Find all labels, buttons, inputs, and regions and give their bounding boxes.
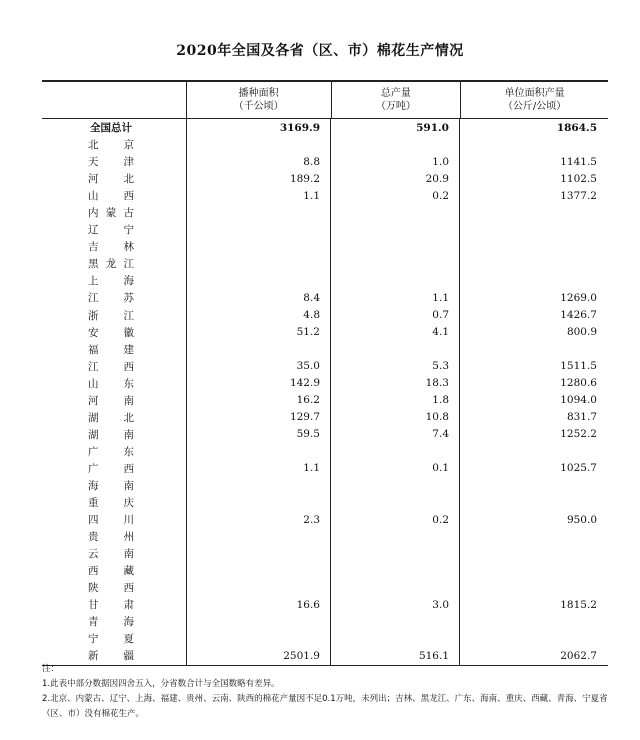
sown-area-value xyxy=(187,341,331,358)
total-output-value: 4.1 xyxy=(331,324,460,341)
total-output-value: 0.2 xyxy=(331,511,460,528)
region-cell xyxy=(42,238,187,255)
yield-value: 2062.7 xyxy=(560,649,597,662)
header-region xyxy=(42,82,187,118)
table-header-row xyxy=(42,82,608,119)
yield-value: 1025.7 xyxy=(560,462,597,475)
total-output-value: 3.0 xyxy=(331,596,460,613)
page-title: 2020年全国及各省（区、市）棉花生产情况 xyxy=(176,43,464,59)
sown-area-value xyxy=(187,255,331,272)
table-row xyxy=(42,324,608,341)
sown-area-value: 1.1 xyxy=(187,460,331,477)
region-name: 黑龙江 xyxy=(88,258,134,271)
yield-value xyxy=(460,630,607,647)
yield-value xyxy=(460,545,607,562)
table-row-total xyxy=(42,119,608,136)
table-row xyxy=(42,494,608,511)
total-output-value xyxy=(331,579,460,596)
yield-value xyxy=(460,204,607,221)
table-row xyxy=(42,341,608,358)
sown-area-value xyxy=(187,204,331,221)
yield-value xyxy=(460,494,607,511)
region-name: 湖北 xyxy=(88,411,134,424)
table-row xyxy=(42,545,608,562)
region-cell xyxy=(42,187,187,204)
table-body xyxy=(42,119,608,666)
region-cell xyxy=(42,409,187,426)
region-cell xyxy=(42,426,187,443)
table-row xyxy=(42,596,608,613)
sown-area-value: 35.0 xyxy=(187,358,331,375)
total-output-value xyxy=(331,221,460,238)
header-yield-unit: （公斤/公顷） xyxy=(502,101,567,112)
sown-area-value: 51.2 xyxy=(187,324,331,341)
region-cell xyxy=(42,136,187,153)
header-sown-area-label: 播种面积 xyxy=(238,88,279,99)
table-notes xyxy=(42,662,608,722)
sown-area-value: 1.1 xyxy=(187,187,331,204)
total-output-value xyxy=(331,613,460,630)
yield-value: 1815.2 xyxy=(560,598,597,611)
region-cell xyxy=(42,494,187,511)
table-row xyxy=(42,358,608,375)
table-row xyxy=(42,153,608,170)
region-name: 山西 xyxy=(88,190,134,203)
region-cell xyxy=(42,443,187,460)
table-row xyxy=(42,477,608,494)
region-cell xyxy=(42,341,187,358)
yield-value xyxy=(460,221,607,238)
yield-value xyxy=(460,136,607,153)
total-output-value xyxy=(331,477,460,494)
region-cell xyxy=(42,153,187,170)
region-name: 重庆 xyxy=(88,497,134,510)
region-cell xyxy=(42,511,187,528)
region-cell xyxy=(42,528,187,545)
table-row xyxy=(42,187,608,204)
sown-area-value xyxy=(187,613,331,630)
region-name: 海南 xyxy=(88,479,134,492)
yield-value: 950.0 xyxy=(566,513,597,526)
yield-value xyxy=(460,341,607,358)
total-output-value: 0.2 xyxy=(331,187,460,204)
region-name: 上海 xyxy=(88,275,134,288)
yield-value xyxy=(460,443,607,460)
region-cell xyxy=(42,119,187,136)
sown-area-value: 189.2 xyxy=(187,170,331,187)
table-row xyxy=(42,221,608,238)
yield-value xyxy=(460,477,607,494)
yield-value: 1252.2 xyxy=(560,428,597,441)
total-output-value xyxy=(331,562,460,579)
total-output-value xyxy=(331,341,460,358)
total-output-value xyxy=(331,545,460,562)
region-name: 江西 xyxy=(88,360,134,373)
table-row xyxy=(42,238,608,255)
total-output-value: 1.0 xyxy=(331,153,460,170)
header-total-output-unit: （万吨） xyxy=(375,101,416,112)
total-output-value xyxy=(331,494,460,511)
yield-value: 831.7 xyxy=(566,411,597,424)
region-name: 河北 xyxy=(88,173,134,186)
region-name: 甘肃 xyxy=(88,599,134,612)
region-name: 内蒙古 xyxy=(88,207,134,220)
region-cell xyxy=(42,392,187,409)
region-cell xyxy=(42,545,187,562)
sown-area-value xyxy=(187,221,331,238)
total-output-value xyxy=(331,238,460,255)
header-total-output xyxy=(332,82,462,118)
sown-area-value xyxy=(187,630,331,647)
sown-area-value: 16.6 xyxy=(187,596,331,613)
total-output-value: 20.9 xyxy=(331,170,460,187)
region-name: 青海 xyxy=(88,616,134,629)
sown-area-value: 3169.9 xyxy=(187,119,331,136)
yield-value: 1094.0 xyxy=(560,394,597,407)
region-name: 北京 xyxy=(88,139,134,152)
sown-area-value xyxy=(187,272,331,289)
sown-area-value xyxy=(187,528,331,545)
region-name: 宁夏 xyxy=(88,633,134,646)
table-row xyxy=(42,136,608,153)
yield-value xyxy=(460,528,607,545)
note-line-1: 1.此表中部分数据因四舍五入，分省数合计与全国数略有差异。 xyxy=(42,679,280,689)
region-cell xyxy=(42,375,187,392)
yield-value: 1377.2 xyxy=(560,189,597,202)
total-output-value xyxy=(331,630,460,647)
region-cell xyxy=(42,460,187,477)
region-cell xyxy=(42,255,187,272)
region-cell xyxy=(42,272,187,289)
yield-value: 800.9 xyxy=(566,326,597,339)
table-row xyxy=(42,562,608,579)
table-row xyxy=(42,511,608,528)
table-row xyxy=(42,204,608,221)
table-row xyxy=(42,528,608,545)
region-name: 吉林 xyxy=(88,241,134,254)
region-name: 湖南 xyxy=(88,428,134,441)
table-row xyxy=(42,443,608,460)
table-row xyxy=(42,307,608,324)
region-name: 安徽 xyxy=(88,326,134,339)
region-name: 山东 xyxy=(88,377,134,390)
table-row xyxy=(42,255,608,272)
sown-area-value: 129.7 xyxy=(187,409,331,426)
sown-area-value: 8.8 xyxy=(187,153,331,170)
header-yield-label: 单位面积产量 xyxy=(504,88,565,99)
region-name: 广西 xyxy=(88,462,134,475)
region-cell xyxy=(42,477,187,494)
table-row xyxy=(42,272,608,289)
region-cell xyxy=(42,358,187,375)
total-output-value xyxy=(331,443,460,460)
region-name: 全国总计 xyxy=(90,122,132,134)
yield-value xyxy=(460,613,607,630)
yield-value: 1426.7 xyxy=(560,309,597,322)
total-output-value: 7.4 xyxy=(331,426,460,443)
yield-value: 1269.0 xyxy=(560,291,597,304)
sown-area-value: 2.3 xyxy=(187,511,331,528)
table-row xyxy=(42,392,608,409)
total-output-value: 1.1 xyxy=(331,289,460,306)
sown-area-value: 2501.9 xyxy=(187,647,331,664)
total-output-value: 0.7 xyxy=(331,307,460,324)
yield-value xyxy=(460,579,607,596)
total-output-value xyxy=(331,255,460,272)
total-output-value xyxy=(331,272,460,289)
header-sown-area-unit: （千公顷） xyxy=(233,101,284,112)
total-output-value: 591.0 xyxy=(331,119,460,136)
region-cell xyxy=(42,579,187,596)
region-cell xyxy=(42,596,187,613)
table-row xyxy=(42,375,608,392)
table-row xyxy=(42,289,608,306)
region-name: 西藏 xyxy=(88,565,134,578)
region-cell xyxy=(42,289,187,306)
total-output-value: 0.1 xyxy=(331,460,460,477)
total-output-value: 516.1 xyxy=(331,647,460,664)
table-row xyxy=(42,426,608,443)
sown-area-value: 4.8 xyxy=(187,307,331,324)
region-name: 贵州 xyxy=(88,531,134,544)
table-row xyxy=(42,579,608,596)
region-name: 云南 xyxy=(88,548,134,561)
table-row xyxy=(42,630,608,647)
table-row xyxy=(42,460,608,477)
yield-value xyxy=(460,238,607,255)
total-output-value: 1.8 xyxy=(331,392,460,409)
yield-value: 1280.6 xyxy=(560,377,597,390)
sown-area-value: 59.5 xyxy=(187,426,331,443)
note-line-2: 2.北京、内蒙古、辽宁、上海、福建、贵州、云南、陕西的棉花产量因不足0.1万吨，未列出；吉林、黑龙江、广东、海南、重庆、西藏、青海、宁夏省（区、市）没有棉花生产。 xyxy=(42,694,608,719)
region-cell xyxy=(42,630,187,647)
yield-value: 1141.5 xyxy=(560,155,597,168)
region-name: 陕西 xyxy=(88,582,134,595)
region-name: 河南 xyxy=(88,394,134,407)
notes-label: 注： xyxy=(42,664,60,674)
yield-value: 1102.5 xyxy=(560,172,597,185)
sown-area-value xyxy=(187,545,331,562)
region-cell xyxy=(42,613,187,630)
yield-value xyxy=(460,255,607,272)
sown-area-value xyxy=(187,443,331,460)
region-name: 四川 xyxy=(88,514,134,527)
total-output-value: 10.8 xyxy=(331,409,460,426)
region-name: 广东 xyxy=(88,445,134,458)
total-output-value: 5.3 xyxy=(331,358,460,375)
region-name: 天津 xyxy=(88,156,134,169)
sown-area-value: 142.9 xyxy=(187,375,331,392)
yield-value: 1511.5 xyxy=(560,360,597,373)
yield-value: 1864.5 xyxy=(556,121,597,134)
cotton-production-table xyxy=(42,80,608,666)
sown-area-value: 16.2 xyxy=(187,392,331,409)
region-cell xyxy=(42,221,187,238)
total-output-value xyxy=(331,136,460,153)
total-output-value: 18.3 xyxy=(331,375,460,392)
region-cell xyxy=(42,562,187,579)
region-name: 福建 xyxy=(88,343,134,356)
region-cell xyxy=(42,307,187,324)
table-row xyxy=(42,613,608,630)
sown-area-value xyxy=(187,238,331,255)
sown-area-value: 8.4 xyxy=(187,289,331,306)
region-cell xyxy=(42,204,187,221)
table-row xyxy=(42,409,608,426)
table-row xyxy=(42,170,608,187)
region-name: 辽宁 xyxy=(88,224,134,237)
sown-area-value xyxy=(187,579,331,596)
header-yield xyxy=(461,82,608,118)
sown-area-value xyxy=(187,136,331,153)
yield-value xyxy=(460,562,607,579)
sown-area-value xyxy=(187,477,331,494)
sown-area-value xyxy=(187,562,331,579)
region-name: 新疆 xyxy=(88,650,134,663)
yield-value xyxy=(460,272,607,289)
region-cell xyxy=(42,324,187,341)
region-cell xyxy=(42,170,187,187)
header-total-output-label: 总产量 xyxy=(380,88,411,99)
region-name: 浙江 xyxy=(88,309,134,322)
region-name: 江苏 xyxy=(88,292,134,305)
header-sown-area xyxy=(187,82,332,118)
sown-area-value xyxy=(187,494,331,511)
total-output-value xyxy=(331,204,460,221)
total-output-value xyxy=(331,528,460,545)
